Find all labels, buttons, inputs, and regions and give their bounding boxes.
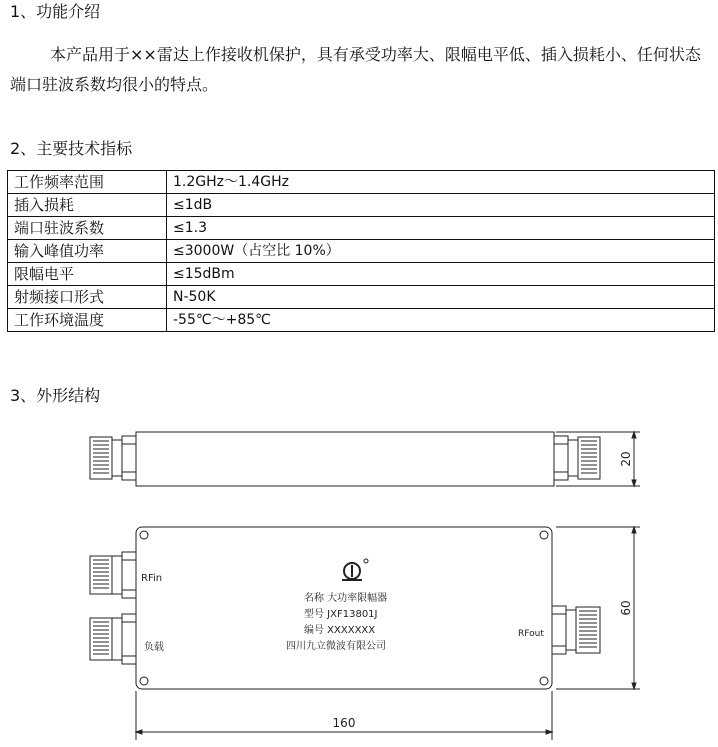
nameplate-name: 名称 大功率限幅器	[304, 593, 388, 604]
spec-value: ≤3000W（占空比 10%）	[167, 240, 715, 263]
nameplate-company: 四川九立微波有限公司	[286, 641, 386, 652]
nameplate-model: 型号 JXF13801J	[304, 609, 378, 620]
spec-key: 射频接口形式	[8, 286, 167, 309]
spec-value: N-50K	[167, 286, 715, 309]
dim-length: 160	[332, 716, 356, 730]
rf-out-label: RFout	[518, 629, 544, 639]
spec-value: ≤15dBm	[167, 263, 715, 286]
spec-key: 端口驻波系数	[8, 217, 167, 240]
rf-in-connector	[90, 552, 136, 598]
spec-key: 限幅电平	[8, 263, 167, 286]
side-view	[90, 432, 640, 486]
spec-value: ≤1.3	[167, 217, 715, 240]
spec-value: 1.2GHz～1.4GHz	[167, 171, 715, 194]
spec-key: 输入峰值功率	[8, 240, 167, 263]
side-left-connector	[90, 436, 136, 480]
spec-value: ≤1dB	[167, 194, 715, 217]
spec-key: 插入损耗	[8, 194, 167, 217]
section-2-title: 2、主要技术指标	[10, 139, 133, 158]
load-connector	[90, 614, 136, 664]
dim-height-side: 20	[619, 451, 633, 467]
nameplate-serial: 编号 XXXXXXX	[304, 625, 376, 636]
rf-out-connector	[552, 606, 600, 654]
side-right-connector	[554, 436, 600, 480]
company-logo	[342, 559, 368, 580]
dim-height-top: 60	[619, 600, 633, 616]
section-1-title: 1、功能介绍	[10, 2, 101, 21]
top-view-body	[136, 527, 552, 689]
rf-in-label: RFin	[141, 573, 163, 584]
side-view-body	[136, 432, 554, 486]
load-label: 负载	[144, 642, 164, 653]
function-description-text: 本产品用于××雷达上作接收机保护，具有承受功率大、限幅电平低、插入损耗小、任何状态端口驻波系数均很小的特点。	[10, 45, 701, 94]
spec-key: 工作频率范围	[8, 171, 167, 194]
spec-key: 工作环境温度	[8, 309, 167, 332]
section-3-title: 3、外形结构	[10, 386, 101, 405]
spec-value: -55℃～+85℃	[167, 309, 715, 332]
